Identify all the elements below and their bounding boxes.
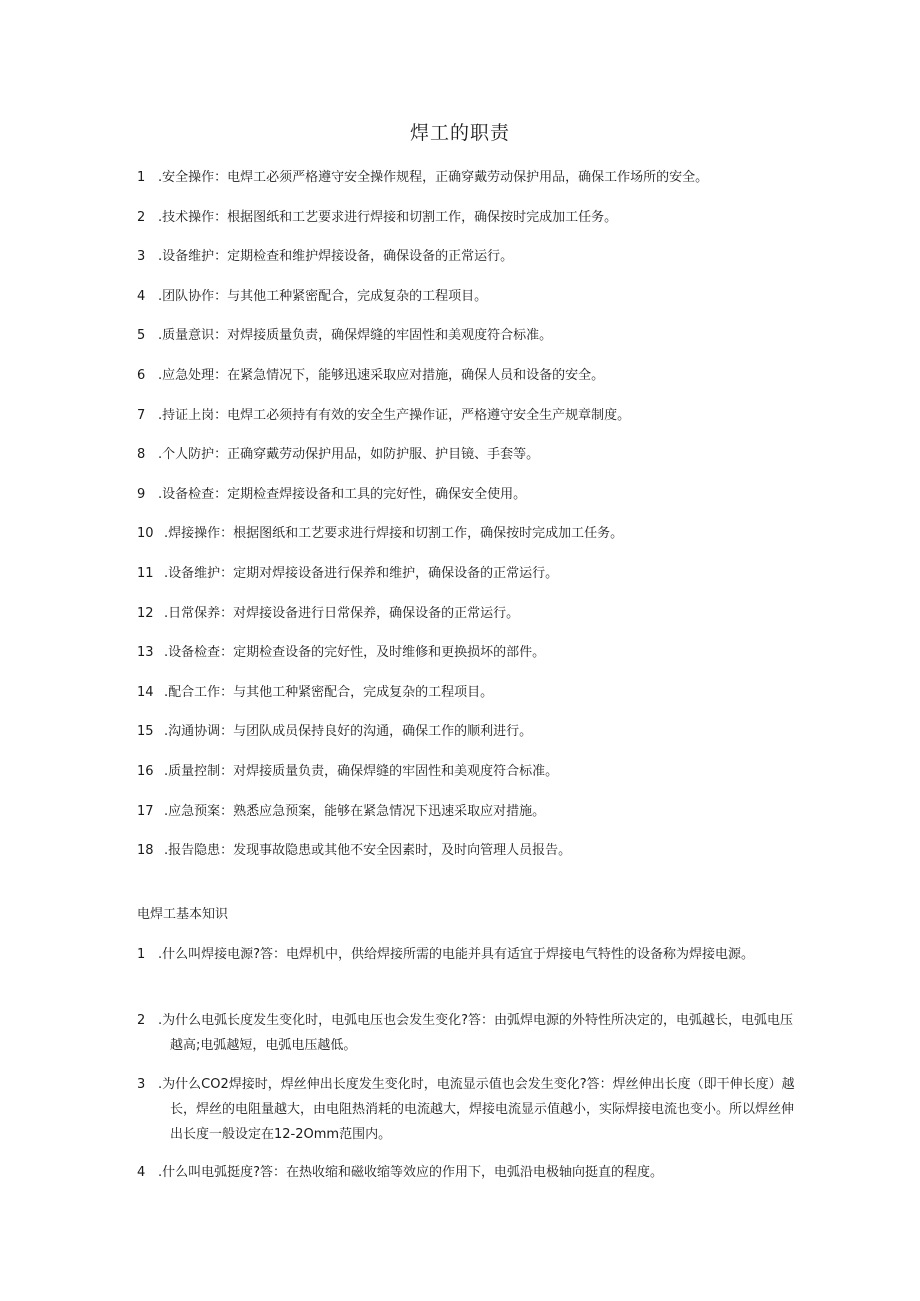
page-title: 焊工的职责	[409, 122, 510, 144]
item-text: .焊接操作：根据图纸和工艺要求进行焊接和切割工作，确保按时完成加工任务。	[164, 526, 624, 542]
item-number: 12	[137, 605, 154, 621]
list-item	[137, 1072, 797, 1147]
list-item	[137, 166, 797, 206]
item-text: .团队协作：与其他工种紧密配合，完成复杂的工程项目。	[158, 288, 488, 304]
item-number: 7	[137, 407, 146, 423]
duties-list	[137, 166, 797, 879]
list-item	[137, 522, 797, 562]
list-item	[137, 404, 797, 444]
list-item	[137, 324, 797, 364]
item-number: 8	[137, 447, 146, 463]
list-item	[137, 800, 797, 840]
item-text: .什么叫电弧挺度?答：在热收缩和磁收缩等效应的作用下，电弧沿电极轴向挺直的程度。	[158, 1165, 664, 1180]
item-number: 14	[137, 684, 154, 700]
item-text: .为什么电弧长度发生变化时，电弧电压也会发生变化?答：由弧焊电源的外特性所决定的，电弧越长，电弧电压越高;电弧越短，电弧电压越低。	[158, 1013, 794, 1053]
list-item	[137, 641, 797, 681]
list-item	[137, 1160, 797, 1185]
item-number: 17	[137, 803, 154, 819]
item-number: 4	[137, 1165, 146, 1180]
item-number: 9	[137, 486, 146, 502]
item-text: .安全操作：电焊工必须严格遵守安全操作规程，正确穿戴劳动保护用品，确保工作场所的安全。	[158, 170, 709, 185]
item-text: .应急处理：在紧急情况下，能够迅速采取应对措施，确保人员和设备的安全。	[158, 367, 605, 383]
item-text: .质量控制：对焊接质量负责，确保焊缝的牢固性和美观度符合标准。	[164, 763, 559, 779]
item-number: 18	[137, 843, 154, 859]
list-item	[137, 681, 797, 721]
item-number: 4	[137, 288, 146, 304]
item-number: 6	[137, 367, 146, 383]
item-text: .沟通协调：与团队成员保持良好的沟通，确保工作的顺利进行。	[164, 724, 533, 740]
list-item	[137, 483, 797, 523]
item-text: .设备维护：定期检查和维护焊接设备，确保设备的正常运行。	[158, 249, 514, 265]
item-text: .配合工作：与其他工种紧密配合，完成复杂的工程项目。	[164, 684, 494, 700]
list-item	[137, 206, 797, 246]
item-number: 16	[137, 763, 154, 779]
item-number: 2	[137, 1013, 146, 1028]
item-number: 1	[137, 947, 146, 962]
list-item	[137, 942, 797, 967]
item-text: .日常保养：对焊接设备进行日常保养，确保设备的正常运行。	[164, 605, 520, 621]
item-text: .技术操作：根据图纸和工艺要求进行焊接和切割工作，确保按时完成加工任务。	[158, 209, 618, 225]
list-item	[137, 245, 797, 285]
item-number: 2	[137, 209, 146, 225]
item-number: 1	[137, 170, 146, 185]
list-item	[137, 1008, 797, 1058]
item-number: 3	[137, 249, 146, 265]
item-text: .质量意识：对焊接质量负责，确保焊缝的牢固性和美观度符合标准。	[158, 328, 553, 344]
item-text: .什么叫焊接电源?答：电焊机中，供给焊接所需的电能并具有适宜于焊接电气特性的设备称为焊接电源。	[158, 947, 755, 962]
item-number: 5	[137, 328, 146, 344]
item-text: .为什么CO2焊接时，焊丝伸出长度发生变化时，电流显示值也会发生变化?答：焊丝伸出长度（即干伸长度）越长，焊丝的电阻量越大，由电阻热消耗的电流越大，焊接电流显示值越小，实际焊接电流也变小。所以焊丝伸出长度一般设定在12-2Omm范围内。	[158, 1077, 795, 1142]
item-text: .应急预案：熟悉应急预案，能够在紧急情况下迅速采取应对措施。	[164, 803, 546, 819]
item-text: .设备维护：定期对焊接设备进行保养和维护，确保设备的正常运行。	[164, 565, 559, 581]
item-number: 10	[137, 526, 154, 542]
list-item	[137, 285, 797, 325]
item-number: 15	[137, 724, 154, 740]
list-item	[137, 562, 797, 602]
list-item	[137, 443, 797, 483]
item-number: 3	[137, 1077, 146, 1092]
list-item	[137, 602, 797, 642]
item-text: .个人防护：正确穿戴劳动保护用品，如防护服、护目镜、手套等。	[158, 447, 540, 463]
item-text: .持证上岗：电焊工必须持有有效的安全生产操作证，严格遵守安全生产规章制度。	[158, 407, 631, 423]
item-text: .设备检查：定期检查焊接设备和工具的完好性，确保安全使用。	[158, 486, 527, 502]
item-number: 11	[137, 565, 154, 581]
list-item	[137, 364, 797, 404]
list-item	[137, 760, 797, 800]
item-text: .设备检查：定期检查设备的完好性，及时维修和更换损坏的部件。	[164, 645, 546, 661]
section-heading: 电焊工基本知识	[137, 907, 229, 922]
item-text: .报告隐患：发现事故隐患或其他不安全因素时，及时向管理人员报告。	[164, 843, 572, 859]
item-number: 13	[137, 645, 154, 661]
list-item	[137, 839, 797, 879]
list-item	[137, 720, 797, 760]
